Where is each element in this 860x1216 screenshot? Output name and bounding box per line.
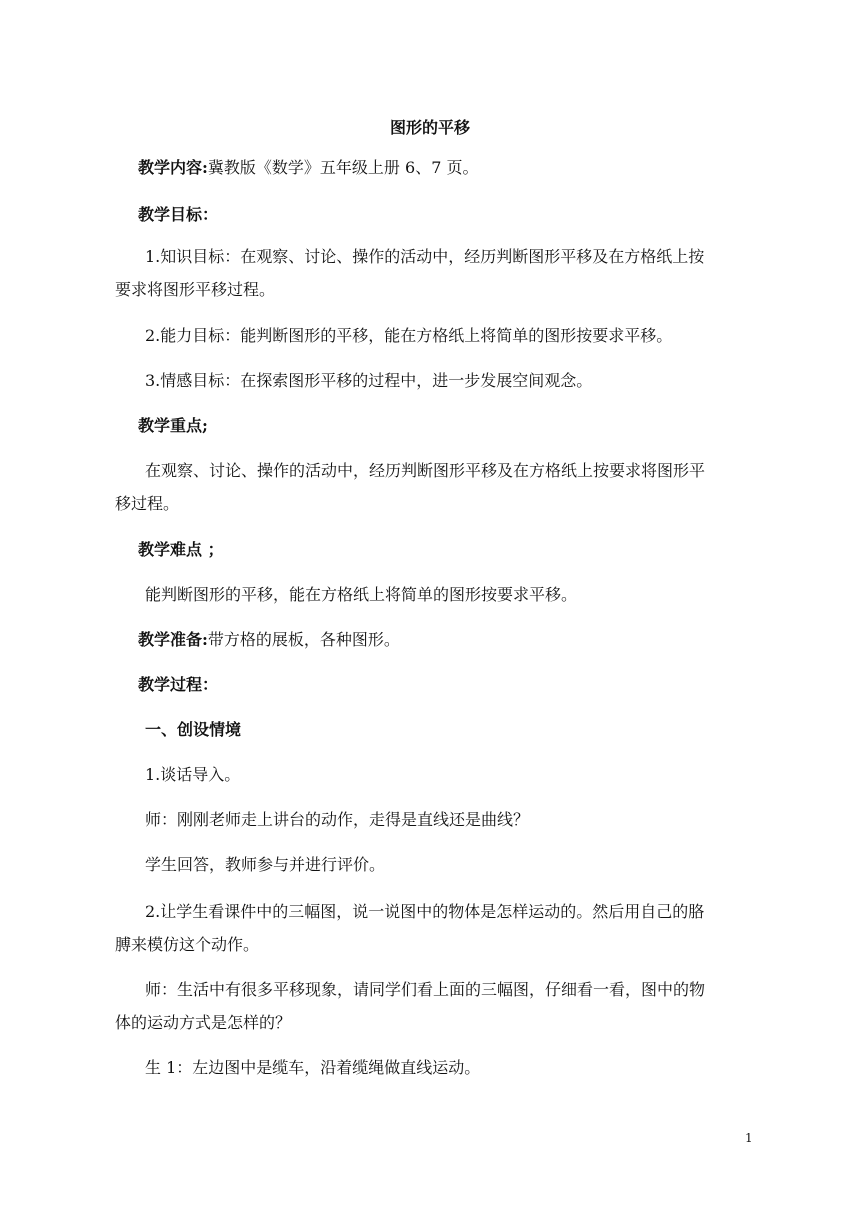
section-1-heading: 一、创设情境 [145, 720, 242, 739]
objective-3: 3.情感目标：在探索图形平移的过程中，进一步发展空间观念。 [145, 371, 593, 390]
difficulties-text: 能判断图形的平移，能在方格纸上将简单的图形按要求平移。 [145, 585, 578, 604]
key-points-line2: 移过程。 [115, 494, 180, 513]
page-number: 1 [745, 1131, 753, 1145]
student-1-answer: 生 1：左边图中是缆车，沿着缆绳做直线运动。 [145, 1058, 481, 1077]
objective-1-line1: 1.知识目标：在观察、讨论、操作的活动中，经历判断图形平移及在方格纸上按 [145, 247, 705, 266]
step-1: 1.谈话导入。 [145, 765, 241, 784]
step-2-line1: 2.让学生看课件中的三幅图，说一说图中的物体是怎样运动的。然后用自己的胳 [145, 902, 705, 921]
student-answer: 学生回答，教师参与并进行评价。 [145, 855, 386, 874]
difficulties-label: 教学难点 ； [138, 540, 224, 559]
process-label: 教学过程： [138, 675, 219, 694]
content-label: 教学内容: [138, 158, 208, 177]
teacher-line-2a: 师：生活中有很多平移现象，请同学们看上面的三幅图，仔细看一看，图中的物 [145, 980, 706, 999]
preparation-text: 带方格的展板，各种图形。 [207, 630, 400, 649]
preparation-label: 教学准备: [138, 630, 208, 649]
document-title: 图形的平移 [389, 118, 470, 137]
content-text: 冀教版《数学》五年级上册 6、7 页。 [207, 158, 479, 177]
key-points-label: 教学重点; [138, 416, 208, 435]
step-2-line2: 膊来模仿这个动作。 [115, 935, 260, 954]
key-points-line1: 在观察、讨论、操作的活动中，经历判断图形平移及在方格纸上按要求将图形平 [145, 461, 706, 480]
teacher-line-2b: 体的运动方式是怎样的？ [115, 1013, 292, 1032]
content-line [138, 158, 478, 178]
teacher-line-1: 师：刚刚老师走上讲台的动作，走得是直线还是曲线？ [145, 810, 530, 829]
objectives-label: 教学目标： [138, 205, 219, 224]
preparation-line [138, 630, 400, 650]
objective-1-line2: 要求将图形平移过程。 [115, 280, 276, 299]
objective-2: 2.能力目标：能判断图形的平移，能在方格纸上将简单的图形按要求平移。 [145, 326, 673, 345]
